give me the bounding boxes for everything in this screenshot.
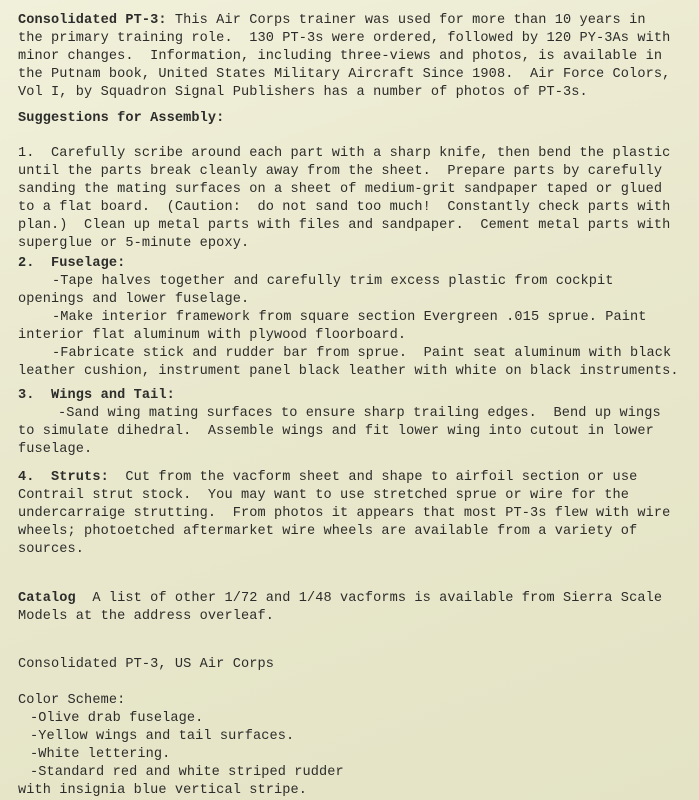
wings-line: to simulate dihedral. Assemble wings and fit lower wing into cutout in lower	[18, 424, 654, 439]
color-scheme-item: -Standard red and white striped rudder	[30, 765, 344, 780]
fuselage-line: interior flat aluminum with plywood floorboard.	[18, 328, 407, 343]
subject-title: Consolidated PT-3, US Air Corps	[18, 657, 274, 672]
struts-section	[18, 469, 689, 559]
step-1-line: sanding the mating surfaces on a sheet of medium-grit sandpaper taped or glued	[18, 182, 663, 197]
subject-section	[18, 656, 689, 674]
catalog-first-line	[18, 590, 689, 608]
fuselage-heading: 2. Fuselage:	[18, 256, 126, 271]
intro-first-line-text: This Air Corps trainer was used for more than 10 years in	[166, 13, 646, 28]
intro-paragraph	[18, 12, 689, 102]
intro-line: the Putnam book, United States Military Aircraft Since 1908. Air Force Colors,	[18, 67, 671, 82]
assembly-heading: Suggestions for Assembly:	[18, 111, 225, 126]
intro-line: the primary training role. 130 PT-3s were ordered, followed by 120 PY-3As with	[18, 31, 671, 46]
wings-heading: 3. Wings and Tail:	[18, 388, 175, 403]
step-1	[18, 145, 689, 253]
color-scheme-item: -Yellow wings and tail surfaces.	[30, 729, 295, 744]
intro-line: Vol I, by Squadron Signal Publishers has a number of photos of PT-3s.	[18, 85, 588, 100]
struts-line: sources.	[18, 542, 85, 557]
catalog-first-line-text: A list of other 1/72 and 1/48 vacforms is available from Sierra Scale	[75, 591, 663, 606]
assembly-section	[18, 110, 689, 128]
wings-line: -Sand wing mating surfaces to ensure sharp trailing edges. Bend up wings	[58, 406, 661, 421]
fuselage-line: -Fabricate stick and rudder bar from sprue. Paint seat aluminum with black	[52, 346, 672, 361]
color-scheme-item: -White lettering.	[30, 747, 171, 762]
color-scheme-section	[18, 692, 689, 800]
step-1-line: plan.) Clean up metal parts with files and sandpaper. Cement metal parts with	[18, 218, 671, 233]
struts-line: undercarraige strutting. From photos it appears that most PT-3s flew with wire	[18, 506, 671, 521]
color-scheme-heading: Color Scheme:	[18, 693, 126, 708]
fuselage-line: -Make interior framework from square section Evergreen .015 sprue. Paint	[52, 310, 647, 325]
catalog-section	[18, 590, 689, 626]
struts-line: Contrail strut stock. You may want to use stretched sprue or wire for the	[18, 488, 630, 503]
struts-first-line-text: Cut from the vacform sheet and shape to airfoil section or use	[108, 470, 638, 485]
wings-line: fuselage.	[18, 442, 93, 457]
struts-first-line	[18, 469, 689, 487]
catalog-heading: Catalog	[18, 591, 76, 606]
fuselage-line: -Tape halves together and carefully trim excess plastic from cockpit	[52, 274, 614, 289]
fuselage-section	[18, 255, 689, 381]
color-scheme-item: -Olive drab fuselage.	[30, 711, 204, 726]
fuselage-line: leather cushion, instrument panel black leather with white on black instruments.	[18, 364, 679, 379]
wings-section	[18, 387, 689, 459]
struts-heading: 4. Struts:	[18, 470, 109, 485]
step-1-line: 1. Carefully scribe around each part with a sharp knife, then bend the plastic	[18, 146, 671, 161]
step-1-line: superglue or 5-minute epoxy.	[18, 236, 250, 251]
intro-title: Consolidated PT-3:	[18, 13, 167, 28]
struts-line: wheels; photoetched aftermarket wire wheels are available from a variety of	[18, 524, 638, 539]
color-scheme-last-line: with insignia blue vertical stripe.	[18, 783, 308, 798]
step-1-line: until the parts break cleanly away from the sheet. Prepare parts by carefully	[18, 164, 663, 179]
intro-first-line	[18, 12, 689, 30]
catalog-line: Models at the address overleaf.	[18, 609, 274, 624]
step-1-line: to a flat board. (Caution: do not sand too much! Constantly check parts with	[18, 200, 671, 215]
fuselage-line: openings and lower fuselage.	[18, 292, 250, 307]
intro-line: minor changes. Information, including three-views and photos, is available in	[18, 49, 663, 64]
